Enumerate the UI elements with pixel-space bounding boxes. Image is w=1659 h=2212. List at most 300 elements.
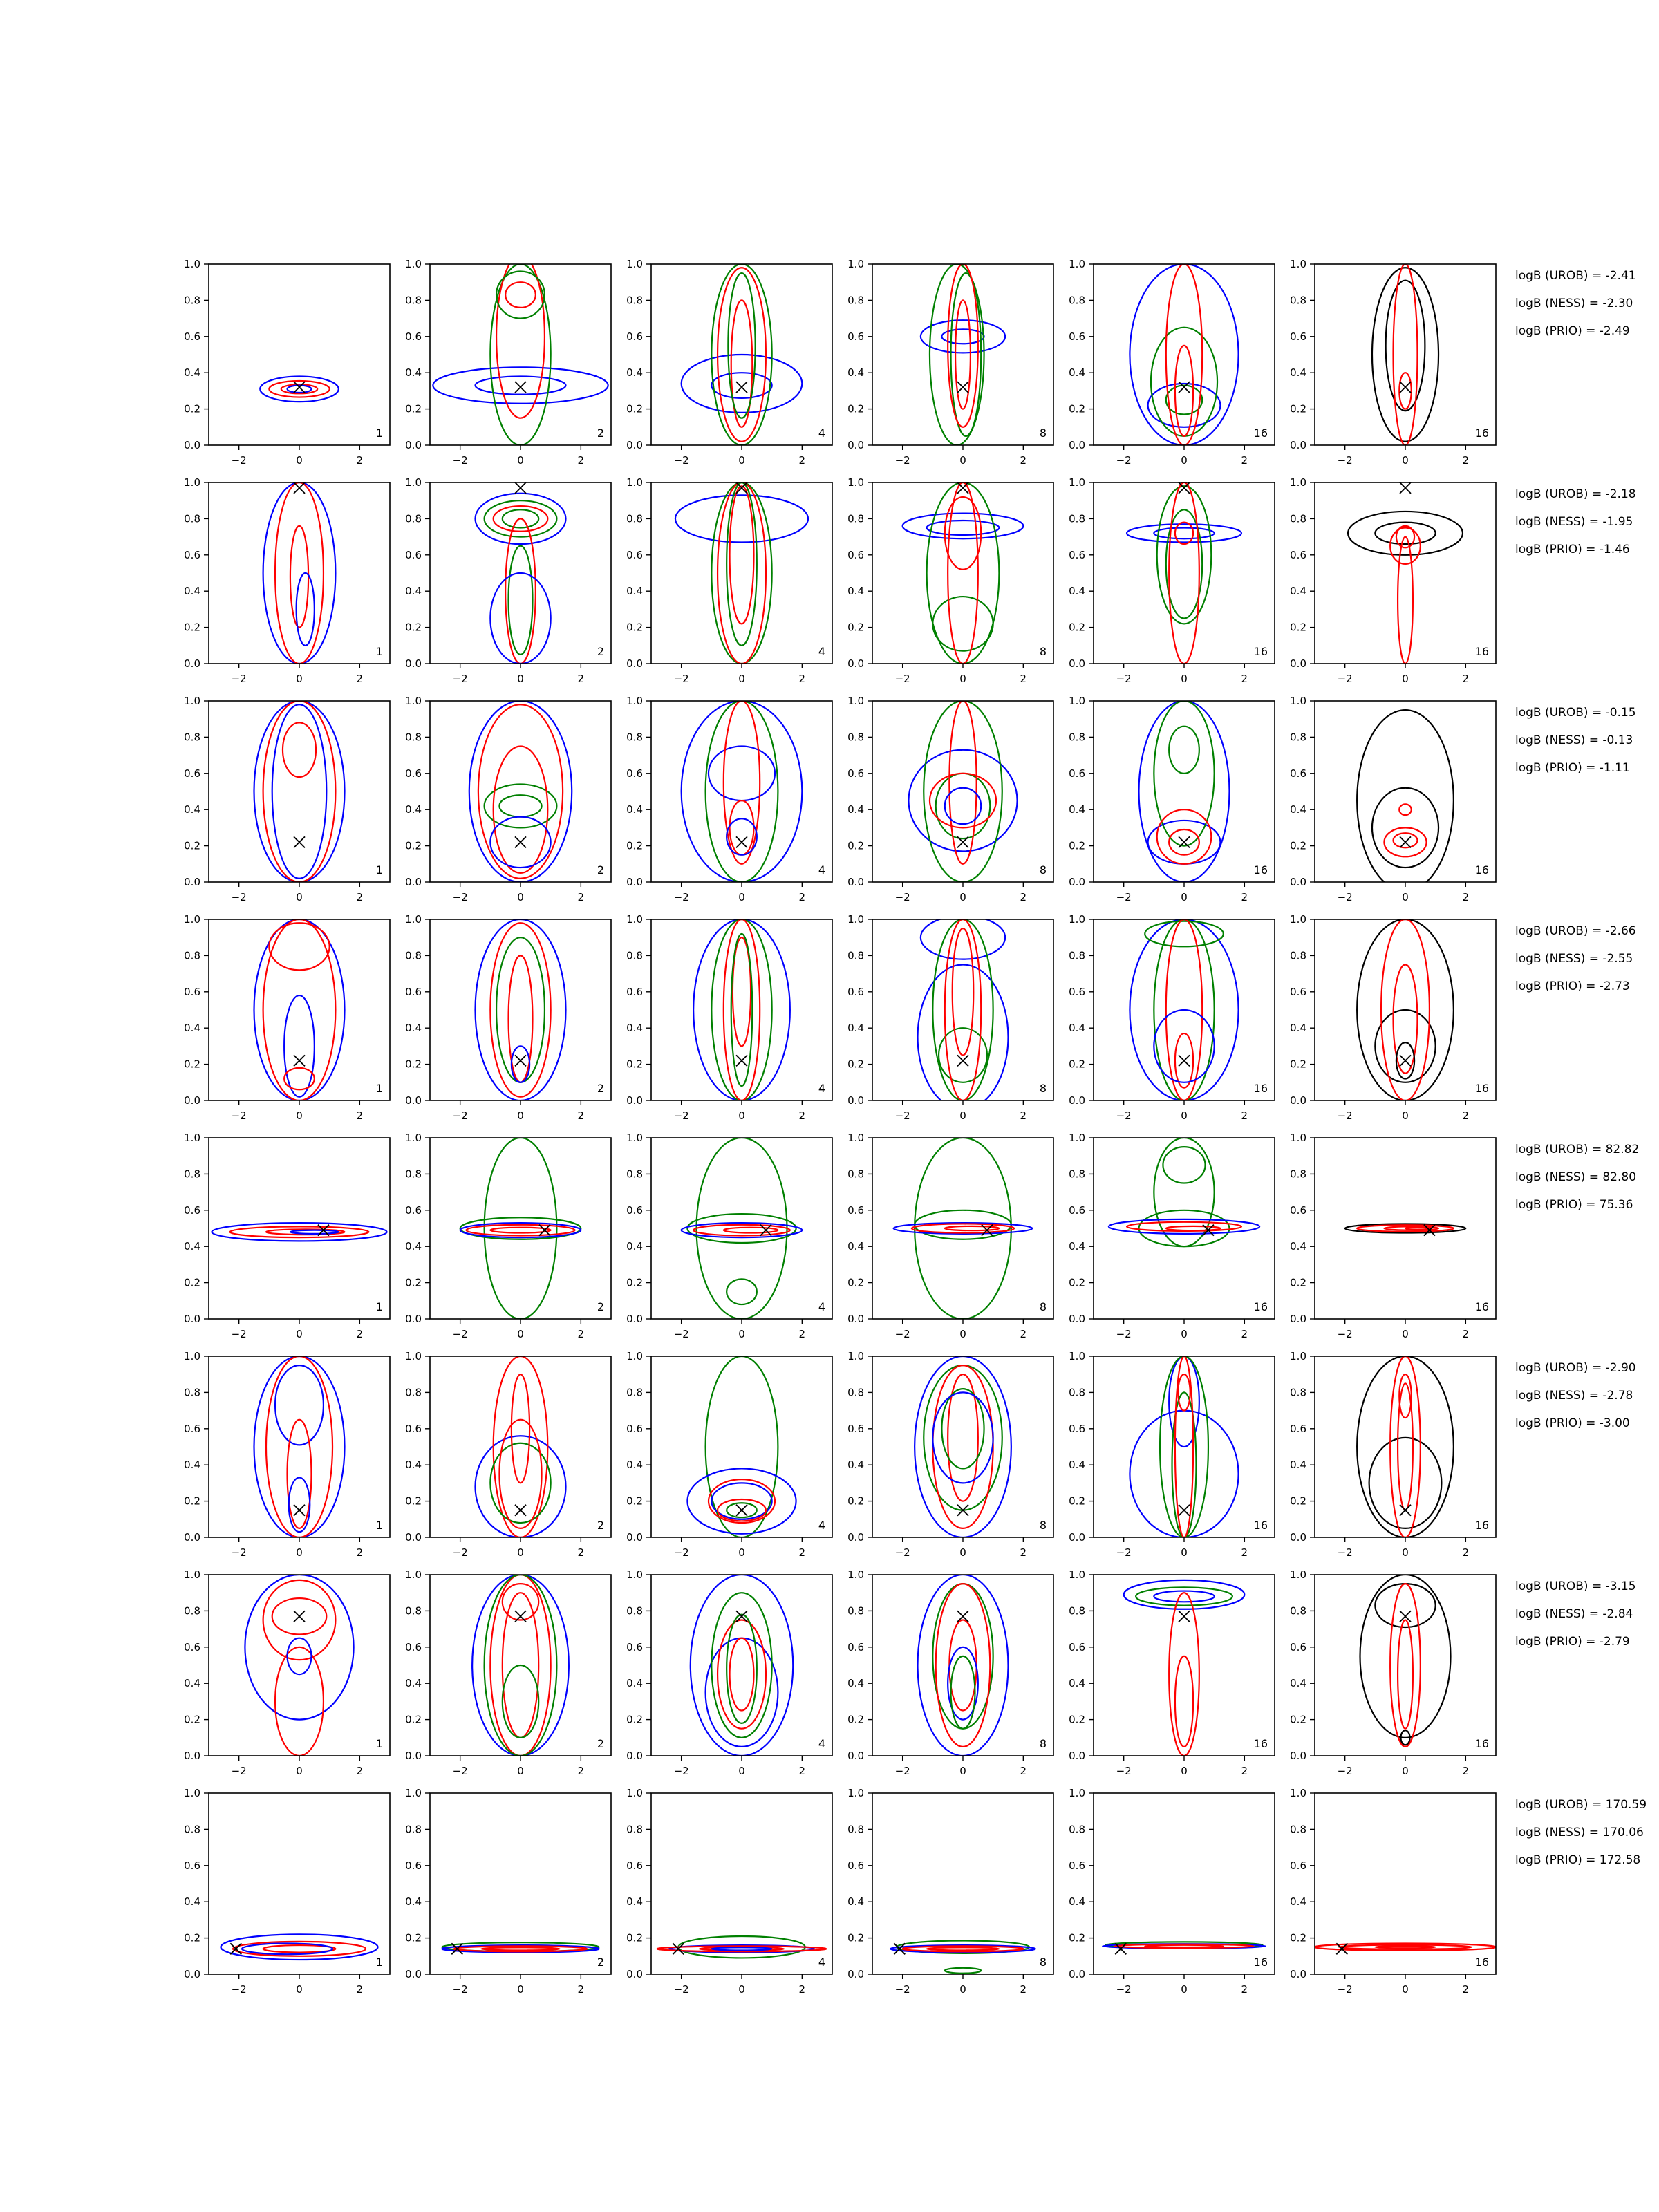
y-tick-label: 0.0: [405, 1968, 422, 1980]
logb-annotation: logB (PRIO) = -1.46: [1515, 543, 1630, 556]
y-tick-label: 0.8: [626, 1168, 643, 1181]
y-tick-label: 0.0: [626, 1094, 643, 1107]
contour-line: [949, 701, 976, 864]
y-tick-label: 0.2: [1069, 402, 1085, 415]
y-tick-label: 0.6: [405, 985, 422, 998]
truth-marker: [957, 482, 968, 494]
axes-frame: [872, 1138, 1053, 1319]
y-tick-label: 0.0: [184, 1094, 200, 1107]
y-tick-label: 0.8: [626, 1604, 643, 1618]
y-tick-label: 0.6: [405, 330, 422, 343]
contour-set: [476, 1356, 566, 1537]
x-tick-label: 0: [517, 1328, 524, 1340]
y-tick-label: 0.8: [1290, 1386, 1306, 1399]
y-tick-label: 0.4: [1069, 366, 1085, 379]
contour-line: [466, 1225, 574, 1236]
y-tick-label: 0.0: [184, 1968, 200, 1980]
panel-label: 4: [818, 1956, 825, 1969]
contour-line: [727, 482, 757, 646]
panel: [847, 1132, 1053, 1340]
logb-annotation: logB (NESS) = -2.78: [1515, 1389, 1633, 1403]
y-tick-label: 1.0: [1290, 695, 1306, 707]
y-tick-label: 0.8: [184, 1823, 200, 1836]
panel-label: 1: [375, 863, 383, 877]
logb-annotation: logB (NESS) = -0.13: [1515, 733, 1633, 747]
contour-line: [1136, 1587, 1232, 1605]
contour-line: [936, 1584, 991, 1747]
x-tick-label: 0: [959, 1983, 966, 1996]
x-tick-label: 2: [577, 454, 585, 467]
contour-line: [711, 482, 771, 664]
y-tick-label: 0.4: [405, 1677, 422, 1690]
y-tick-label: 1.0: [847, 1350, 864, 1362]
contour-line: [948, 482, 978, 664]
x-tick-label: −2: [1337, 673, 1353, 685]
x-tick-label: −2: [231, 891, 247, 903]
contour-line: [1175, 523, 1193, 544]
y-tick-label: 0.4: [1069, 803, 1085, 816]
contour-line: [724, 1228, 778, 1233]
truth-marker: [294, 1505, 305, 1516]
contour-line: [1398, 1620, 1413, 1729]
contour-line: [503, 1665, 538, 1738]
contour-line: [724, 701, 760, 864]
y-tick-label: 0.8: [626, 949, 643, 962]
y-tick-label: 0.6: [626, 548, 643, 561]
y-tick-label: 1.0: [405, 1132, 422, 1144]
contour-set: [476, 919, 566, 1100]
x-tick-label: 0: [738, 673, 745, 685]
x-tick-label: 0: [296, 1546, 303, 1559]
x-tick-label: −2: [452, 454, 468, 467]
contour-line: [693, 919, 790, 1100]
contour-line: [1154, 1010, 1214, 1082]
y-tick-label: 0.0: [184, 439, 200, 451]
y-tick-label: 1.0: [1069, 476, 1085, 489]
truth-marker: [1179, 1611, 1190, 1622]
y-tick-label: 1.0: [626, 1350, 643, 1362]
y-tick-label: 0.0: [626, 1531, 643, 1544]
panel-label: 8: [1039, 645, 1047, 658]
contour-line: [733, 937, 751, 1046]
x-tick-label: −2: [673, 1546, 689, 1559]
truth-marker: [760, 1225, 771, 1236]
x-tick-label: 2: [577, 891, 585, 903]
y-tick-label: 0.0: [405, 876, 422, 888]
panel: [184, 1132, 390, 1340]
contour-set: [1109, 1138, 1259, 1246]
x-tick-label: 0: [738, 1765, 745, 1777]
logb-annotation: logB (PRIO) = -3.00: [1515, 1416, 1630, 1430]
contour-line: [932, 1365, 993, 1528]
x-tick-label: 2: [1241, 673, 1248, 685]
x-tick-label: −2: [231, 1109, 247, 1122]
x-tick-label: −2: [673, 891, 689, 903]
x-tick-label: −2: [894, 1765, 910, 1777]
contour-line: [930, 774, 996, 828]
contour-set: [254, 1356, 345, 1537]
y-tick-label: 0.4: [405, 1459, 422, 1472]
y-tick-label: 0.2: [1290, 402, 1306, 415]
y-tick-label: 0.2: [1069, 621, 1085, 634]
y-tick-label: 0.4: [847, 1022, 864, 1035]
contour-line: [478, 704, 563, 879]
y-tick-label: 0.0: [847, 1750, 864, 1762]
truth-marker: [515, 1055, 526, 1066]
y-tick-label: 0.2: [847, 1713, 864, 1726]
x-tick-label: 2: [356, 1109, 364, 1122]
x-tick-label: 0: [1402, 1983, 1409, 1996]
x-tick-label: 0: [959, 454, 966, 467]
panel-label: 4: [818, 427, 825, 440]
contour-line: [1175, 346, 1193, 436]
panel: [405, 1132, 611, 1340]
y-tick-label: 1.0: [405, 913, 422, 926]
panel: [847, 258, 1053, 467]
x-tick-label: 2: [798, 454, 806, 467]
panel-label: 4: [818, 1082, 825, 1095]
panel-label: 4: [818, 863, 825, 877]
y-tick-label: 0.8: [847, 294, 864, 307]
y-tick-label: 0.0: [184, 657, 200, 670]
y-tick-label: 0.4: [1290, 1459, 1306, 1472]
panel-label: 16: [1474, 1737, 1489, 1750]
panel: [1069, 695, 1275, 903]
y-tick-label: 0.4: [847, 1677, 864, 1690]
contour-line: [1127, 524, 1241, 542]
contour-line: [730, 800, 754, 855]
y-tick-label: 0.0: [405, 1750, 422, 1762]
logb-annotation: logB (UROB) = -0.15: [1515, 706, 1636, 720]
y-tick-label: 0.2: [626, 402, 643, 415]
panel-label: 1: [375, 645, 383, 658]
contour-set: [1139, 701, 1230, 882]
y-tick-label: 0.8: [184, 1604, 200, 1618]
y-tick-label: 0.6: [626, 1859, 643, 1872]
truth-marker: [1179, 482, 1190, 494]
x-tick-label: 0: [517, 1765, 524, 1777]
x-tick-label: −2: [673, 454, 689, 467]
panel: [1290, 1350, 1496, 1559]
y-tick-label: 0.6: [405, 767, 422, 780]
x-tick-label: −2: [894, 1109, 910, 1122]
x-tick-label: −2: [1116, 1765, 1132, 1777]
y-tick-label: 0.2: [405, 839, 422, 852]
contour-line: [1175, 1656, 1193, 1747]
y-tick-label: 1.0: [626, 913, 643, 926]
y-tick-label: 0.4: [626, 1677, 643, 1690]
contour-line: [924, 701, 1002, 882]
y-tick-label: 0.4: [405, 803, 422, 816]
y-tick-label: 0.6: [1069, 548, 1085, 561]
x-tick-label: 0: [959, 1546, 966, 1559]
contour-set: [921, 264, 1005, 445]
x-tick-label: 2: [1241, 1546, 1248, 1559]
panel: [847, 1787, 1053, 1996]
contour-line: [283, 722, 316, 777]
x-tick-label: 2: [1462, 1109, 1470, 1122]
x-tick-label: −2: [894, 1328, 910, 1340]
contour-set: [1315, 1943, 1496, 1954]
y-tick-label: 0.4: [184, 1240, 200, 1253]
x-tick-label: 2: [1241, 1983, 1248, 1996]
x-tick-label: −2: [452, 1328, 468, 1340]
truth-marker: [736, 836, 747, 847]
y-tick-label: 0.8: [405, 1386, 422, 1399]
contour-line: [927, 482, 1000, 664]
panel: [1290, 476, 1496, 685]
contour-set: [442, 1942, 599, 1954]
x-tick-label: 2: [577, 1109, 585, 1122]
x-tick-label: 0: [1181, 1765, 1188, 1777]
y-tick-label: 0.0: [847, 876, 864, 888]
contour-line: [932, 919, 993, 1100]
x-tick-label: 2: [1462, 1983, 1470, 1996]
panel: [847, 476, 1053, 685]
y-tick-label: 0.2: [405, 1058, 422, 1071]
y-tick-label: 0.6: [1290, 1859, 1306, 1872]
contour-line: [1169, 727, 1199, 774]
contour-line: [230, 1226, 369, 1237]
panel: [1290, 1132, 1496, 1340]
contour-line: [932, 597, 993, 651]
y-tick-label: 0.6: [184, 330, 200, 343]
contour-line: [730, 486, 754, 624]
x-tick-label: 0: [1402, 1328, 1409, 1340]
contour-line: [936, 774, 991, 838]
y-tick-label: 1.0: [1069, 913, 1085, 926]
y-tick-label: 0.4: [184, 1459, 200, 1472]
y-tick-label: 1.0: [847, 1787, 864, 1799]
logb-annotation: logB (PRIO) = -2.73: [1515, 980, 1630, 993]
x-tick-label: 0: [296, 1328, 303, 1340]
y-tick-label: 0.0: [1290, 657, 1306, 670]
contour-line: [949, 1620, 976, 1711]
y-tick-label: 0.2: [184, 839, 200, 852]
truth-marker: [1179, 1505, 1190, 1516]
x-tick-label: 0: [1181, 1109, 1188, 1122]
panel: [405, 1787, 611, 1996]
contour-line: [1148, 384, 1221, 427]
y-tick-label: 0.4: [405, 1895, 422, 1909]
contour-line: [1394, 264, 1418, 445]
axes-frame: [209, 1575, 390, 1756]
panel-label: 16: [1253, 863, 1268, 877]
y-tick-label: 0.8: [405, 1604, 422, 1618]
y-tick-label: 0.0: [626, 439, 643, 451]
y-tick-label: 0.2: [847, 621, 864, 634]
axes-frame: [209, 919, 390, 1100]
y-tick-label: 0.6: [184, 1640, 200, 1653]
x-tick-label: −2: [1337, 1765, 1353, 1777]
logb-annotation: logB (PRIO) = -2.79: [1515, 1635, 1630, 1649]
y-tick-label: 0.6: [184, 1859, 200, 1872]
x-tick-label: −2: [894, 673, 910, 685]
truth-marker: [673, 1943, 684, 1954]
x-tick-label: −2: [231, 1765, 247, 1777]
y-tick-label: 1.0: [1290, 1350, 1306, 1362]
y-tick-label: 0.2: [626, 1931, 643, 1944]
panel: [1290, 695, 1496, 903]
x-tick-label: −2: [1116, 1983, 1132, 1996]
x-tick-label: 0: [959, 1109, 966, 1122]
contour-line: [711, 1483, 771, 1519]
axes-frame: [872, 701, 1053, 882]
contour-set: [682, 1138, 803, 1319]
panel-label: 8: [1039, 863, 1047, 877]
panel: [626, 258, 832, 467]
x-tick-label: −2: [1337, 1328, 1353, 1340]
y-tick-label: 0.8: [847, 949, 864, 962]
y-tick-label: 0.0: [1290, 1094, 1306, 1107]
panel-label: 8: [1039, 1519, 1047, 1532]
panel: [847, 1350, 1053, 1559]
y-tick-label: 0.2: [1069, 1713, 1085, 1726]
contour-line: [706, 1638, 778, 1747]
logb-annotation: logB (NESS) = -2.30: [1515, 297, 1633, 310]
contour-line: [1405, 1227, 1430, 1229]
contour-line: [1394, 833, 1418, 847]
y-tick-label: 1.0: [405, 1787, 422, 1799]
panel-label: 16: [1253, 1519, 1268, 1532]
y-tick-label: 0.2: [626, 1058, 643, 1071]
y-tick-label: 1.0: [626, 1132, 643, 1144]
contour-line: [1375, 1010, 1435, 1082]
truth-marker: [294, 1055, 305, 1066]
panel-label: 16: [1253, 645, 1268, 658]
y-tick-label: 0.2: [405, 1276, 422, 1289]
y-tick-label: 0.8: [1069, 512, 1085, 525]
panel: [847, 913, 1053, 1122]
y-tick-label: 0.6: [847, 1203, 864, 1217]
x-tick-label: 0: [1402, 1109, 1409, 1122]
y-tick-label: 0.6: [626, 330, 643, 343]
y-tick-label: 0.2: [184, 1931, 200, 1944]
contour-line: [1139, 1210, 1230, 1246]
contour-line: [503, 1584, 538, 1620]
y-tick-label: 0.0: [405, 1094, 422, 1107]
x-tick-label: 0: [1181, 454, 1188, 467]
y-tick-label: 0.0: [626, 1968, 643, 1980]
contour-line: [288, 1638, 312, 1674]
x-tick-label: 0: [1181, 891, 1188, 903]
contour-line: [288, 1420, 312, 1528]
contour-set: [1103, 1942, 1266, 1954]
y-tick-label: 0.6: [1290, 767, 1306, 780]
contour-line: [948, 264, 978, 427]
panel: [405, 695, 611, 903]
panel: [184, 1568, 390, 1777]
y-tick-label: 0.2: [184, 1276, 200, 1289]
truth-marker: [515, 1505, 526, 1516]
x-tick-label: 0: [738, 1109, 745, 1122]
y-tick-label: 0.4: [1069, 1677, 1085, 1690]
y-tick-label: 0.8: [847, 1823, 864, 1836]
y-tick-label: 1.0: [1290, 476, 1306, 489]
x-tick-label: 0: [959, 673, 966, 685]
y-tick-label: 0.4: [405, 1240, 422, 1253]
y-tick-label: 0.4: [1069, 1022, 1085, 1035]
axes-frame: [430, 919, 611, 1100]
x-tick-label: 0: [1181, 1546, 1188, 1559]
y-tick-label: 0.6: [184, 985, 200, 998]
contour-line: [490, 573, 550, 664]
contour-line: [687, 1468, 796, 1533]
y-tick-label: 0.0: [1290, 1750, 1306, 1762]
y-tick-label: 1.0: [1290, 258, 1306, 270]
y-tick-label: 0.6: [847, 1422, 864, 1435]
contour-line: [693, 1225, 790, 1236]
y-tick-label: 0.2: [626, 1713, 643, 1726]
x-tick-label: 0: [296, 673, 303, 685]
contour-set: [469, 701, 572, 882]
x-tick-label: −2: [452, 1109, 468, 1122]
contour-line: [269, 381, 329, 397]
contour-line: [727, 818, 757, 854]
contour-line: [927, 1947, 1000, 1950]
panel-label: 2: [597, 863, 604, 877]
y-tick-label: 0.8: [1290, 949, 1306, 962]
contour-set: [476, 482, 566, 664]
contour-line: [921, 916, 1005, 959]
x-tick-label: −2: [1116, 673, 1132, 685]
panel: [626, 1787, 832, 1996]
y-tick-label: 0.0: [1069, 439, 1085, 451]
y-tick-label: 0.2: [1290, 1276, 1306, 1289]
x-tick-label: −2: [452, 1983, 468, 1996]
x-tick-label: 0: [1181, 1983, 1188, 1996]
panel: [184, 476, 390, 685]
x-tick-label: −2: [673, 1328, 689, 1340]
contour-set: [1360, 1575, 1451, 1747]
contour-line: [927, 521, 1000, 535]
y-tick-label: 1.0: [847, 1132, 864, 1144]
x-tick-label: 0: [296, 891, 303, 903]
x-tick-label: −2: [1116, 1546, 1132, 1559]
y-tick-label: 1.0: [1069, 1568, 1085, 1581]
panel: [1069, 913, 1275, 1122]
contour-line: [272, 704, 327, 879]
x-tick-label: 2: [798, 1983, 806, 1996]
y-tick-label: 0.6: [184, 1203, 200, 1217]
y-tick-label: 1.0: [184, 695, 200, 707]
x-tick-label: −2: [1116, 454, 1132, 467]
x-tick-label: −2: [231, 454, 247, 467]
panel-label: 1: [375, 427, 383, 440]
y-tick-label: 1.0: [405, 695, 422, 707]
truth-marker: [515, 482, 526, 494]
y-tick-label: 0.4: [626, 1240, 643, 1253]
contour-line: [945, 1968, 981, 1974]
logb-annotation: logB (UROB) = -2.41: [1515, 269, 1636, 283]
axes-frame: [1094, 264, 1275, 445]
y-tick-label: 0.4: [626, 803, 643, 816]
y-tick-label: 0.8: [847, 1386, 864, 1399]
y-tick-label: 0.6: [1290, 985, 1306, 998]
contour-line: [1163, 1147, 1205, 1183]
x-tick-label: 2: [798, 1328, 806, 1340]
contour-set: [433, 255, 608, 445]
x-tick-label: 2: [1020, 1328, 1027, 1340]
y-tick-label: 0.2: [1290, 1058, 1306, 1071]
contour-line: [1390, 528, 1421, 564]
contour-line: [284, 995, 315, 1097]
y-tick-label: 0.4: [184, 1895, 200, 1909]
contour-line: [494, 747, 548, 873]
truth-marker: [294, 382, 305, 393]
truth-marker: [294, 1611, 305, 1622]
axes-frame: [872, 264, 1053, 445]
